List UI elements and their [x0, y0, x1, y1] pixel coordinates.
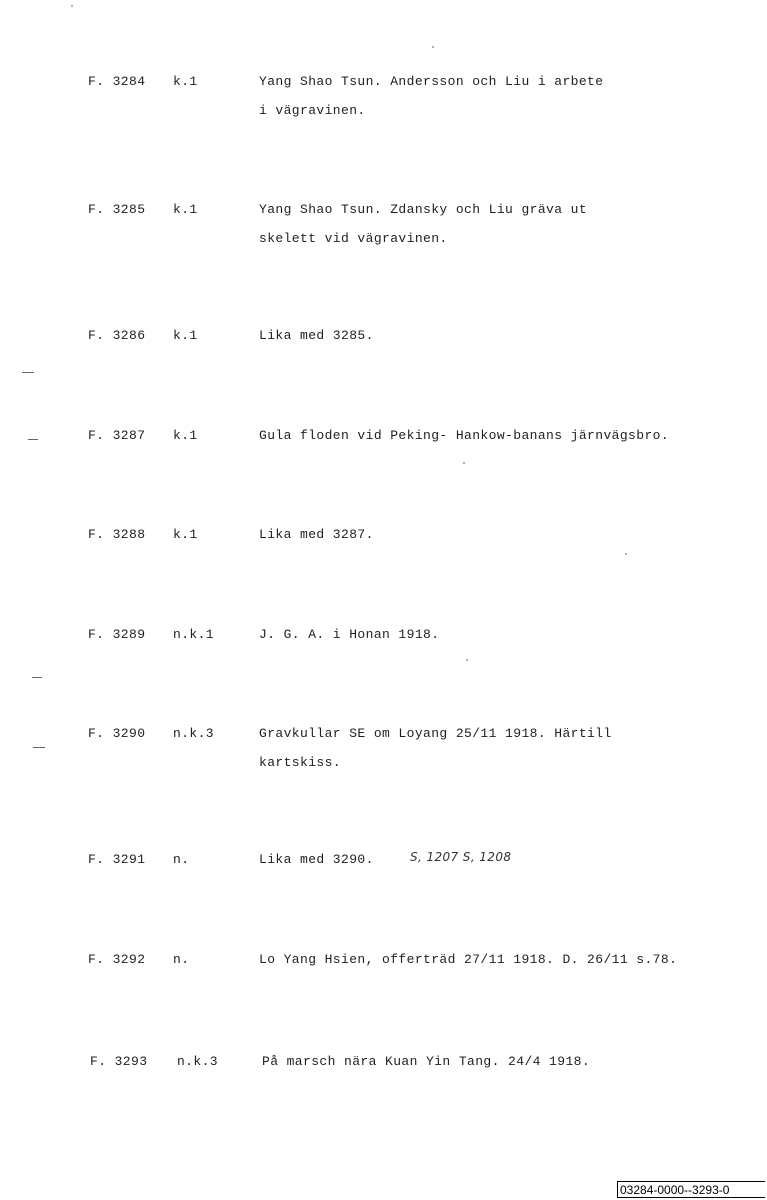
entry-number: F. 3284 — [88, 74, 146, 89]
handwritten-note: S, 1207 S, 1208 — [410, 850, 512, 864]
entry-number: F. 3287 — [88, 428, 146, 443]
entry-description: Lika med 3290. — [259, 852, 374, 867]
speck — [463, 462, 465, 464]
speck — [432, 46, 434, 48]
speck — [625, 553, 627, 555]
entry-description: Yang Shao Tsun. Andersson och Liu i arbete — [259, 74, 604, 89]
entry-number: F. 3285 — [88, 202, 146, 217]
entry-number: F. 3293 — [90, 1054, 148, 1069]
entry-number: F. 3286 — [88, 328, 146, 343]
entry-number: F. 3289 — [88, 627, 146, 642]
archive-id-label: 03284-0000--3293-0 — [617, 1181, 765, 1198]
margin-mark — [33, 747, 45, 748]
entry-description: Lika med 3285. — [259, 328, 374, 343]
entry-description: kartskiss. — [259, 755, 342, 770]
entry-description: J. G. A. i Honan 1918. — [259, 627, 440, 642]
entry-description: skelett vid vägravinen. — [259, 231, 448, 246]
entry-class: k.1 — [173, 527, 198, 542]
entry-number: F. 3288 — [88, 527, 146, 542]
entry-class: k.1 — [173, 74, 198, 89]
margin-mark — [22, 372, 34, 373]
entry-description: Yang Shao Tsun. Zdansky och Liu gräva ut — [259, 202, 588, 217]
entry-class: k.1 — [173, 202, 198, 217]
speck — [466, 659, 468, 661]
entry-number: F. 3290 — [88, 726, 146, 741]
margin-mark — [32, 677, 42, 678]
entry-class: k.1 — [173, 328, 198, 343]
entry-description: i vägravinen. — [259, 103, 366, 118]
margin-mark — [28, 439, 38, 440]
entry-number: F. 3292 — [88, 952, 146, 967]
entry-description: På marsch nära Kuan Yin Tang. 24/4 1918. — [262, 1054, 591, 1069]
entry-class: n. — [173, 852, 190, 867]
entry-class: k.1 — [173, 428, 198, 443]
entry-number: F. 3291 — [88, 852, 146, 867]
entry-class: n. — [173, 952, 190, 967]
entry-description: Gula floden vid Peking- Hankow-banans järnvägsbro. — [259, 428, 670, 443]
entry-description: Lo Yang Hsien, offerträd 27/11 1918. D. 26/11 s.78. — [259, 952, 678, 967]
entry-description: Lika med 3287. — [259, 527, 374, 542]
entry-class: n.k.3 — [177, 1054, 219, 1069]
speck — [71, 5, 73, 7]
entry-class: n.k.3 — [173, 726, 215, 741]
entry-description: Gravkullar SE om Loyang 25/11 1918. Härtill — [259, 726, 612, 741]
entry-class: n.k.1 — [173, 627, 215, 642]
